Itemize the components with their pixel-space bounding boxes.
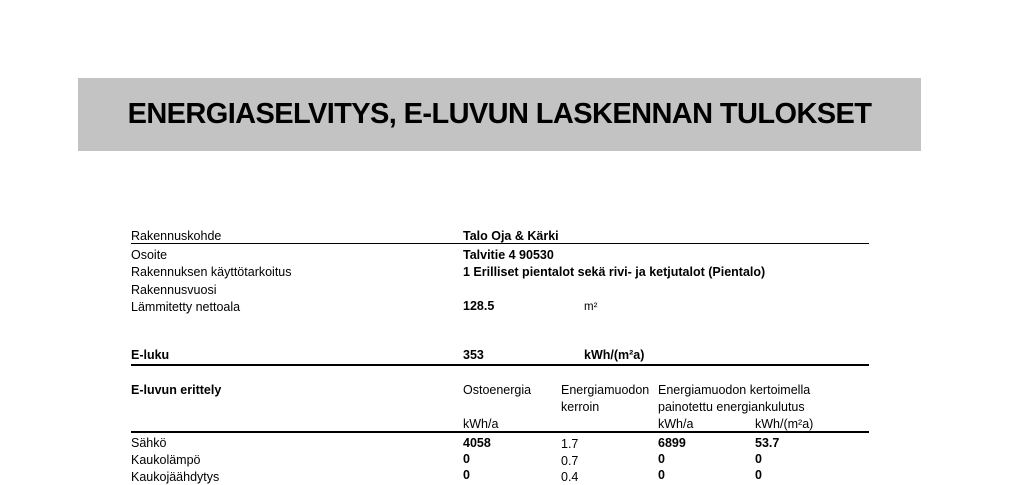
col-kerroin-line2: kerroin bbox=[561, 400, 600, 414]
kayttotarkoitus-label: Rakennuksen käyttötarkoitus bbox=[131, 265, 292, 279]
row-per-m2: 0 bbox=[755, 452, 762, 466]
col-painotettu-line1: Energiamuodon kertoimella bbox=[658, 383, 811, 397]
row-osto: 0 bbox=[463, 468, 470, 482]
osoite-value: Talvitie 4 90530 bbox=[463, 248, 554, 262]
row-name: Sähkö bbox=[131, 436, 167, 450]
row-osto: 4058 bbox=[463, 436, 491, 450]
row-osto: 0 bbox=[463, 452, 470, 466]
divider bbox=[131, 243, 869, 244]
unit-ostoenergia: kWh/a bbox=[463, 417, 499, 431]
page-title: ENERGIASELVITYS, E-LUVUN LASKENNAN TULOKSET bbox=[127, 98, 872, 130]
nettoala-value: 128.5 bbox=[463, 299, 495, 313]
row-per-m2: 53.7 bbox=[755, 436, 780, 450]
breakdown-label: E-luvun erittely bbox=[131, 383, 222, 397]
rakennuskohde-label: Rakennuskohde bbox=[131, 229, 222, 243]
row-kerroin: 0.4 bbox=[561, 470, 579, 484]
divider bbox=[131, 431, 869, 433]
nettoala-unit: m² bbox=[584, 301, 598, 313]
row-painotettu: 0 bbox=[658, 452, 665, 466]
osoite-label: Osoite bbox=[131, 248, 168, 262]
rakennusvuosi-label: Rakennusvuosi bbox=[131, 283, 217, 297]
row-painotettu: 6899 bbox=[658, 436, 686, 450]
rakennuskohde-value: Talo Oja & Kärki bbox=[463, 229, 559, 243]
row-painotettu: 0 bbox=[658, 468, 665, 482]
title-banner bbox=[78, 78, 921, 151]
col-kerroin-line1: Energiamuodon bbox=[561, 383, 650, 397]
nettoala-label: Lämmitetty nettoala bbox=[131, 300, 241, 314]
row-name: Kaukolämpö bbox=[131, 453, 201, 467]
col-painotettu-line2: painotettu energiankulutus bbox=[658, 400, 805, 414]
row-kerroin: 0.7 bbox=[561, 454, 579, 468]
row-kerroin: 1.7 bbox=[561, 437, 579, 451]
unit-painotettu: kWh/a bbox=[658, 417, 694, 431]
row-name: Kaukojäähdytys bbox=[131, 470, 220, 484]
kayttotarkoitus-value: 1 Erilliset pientalot sekä rivi- ja ketjutalot (Pientalo) bbox=[463, 265, 766, 279]
eluku-label: E-luku bbox=[131, 348, 170, 362]
row-per-m2: 0 bbox=[755, 468, 762, 482]
unit-per-m2: kWh/(m²a) bbox=[755, 417, 814, 431]
eluku-unit: kWh/(m²a) bbox=[584, 348, 645, 362]
col-ostoenergia: Ostoenergia bbox=[463, 383, 532, 397]
eluku-value: 353 bbox=[463, 348, 484, 362]
divider bbox=[131, 364, 869, 366]
